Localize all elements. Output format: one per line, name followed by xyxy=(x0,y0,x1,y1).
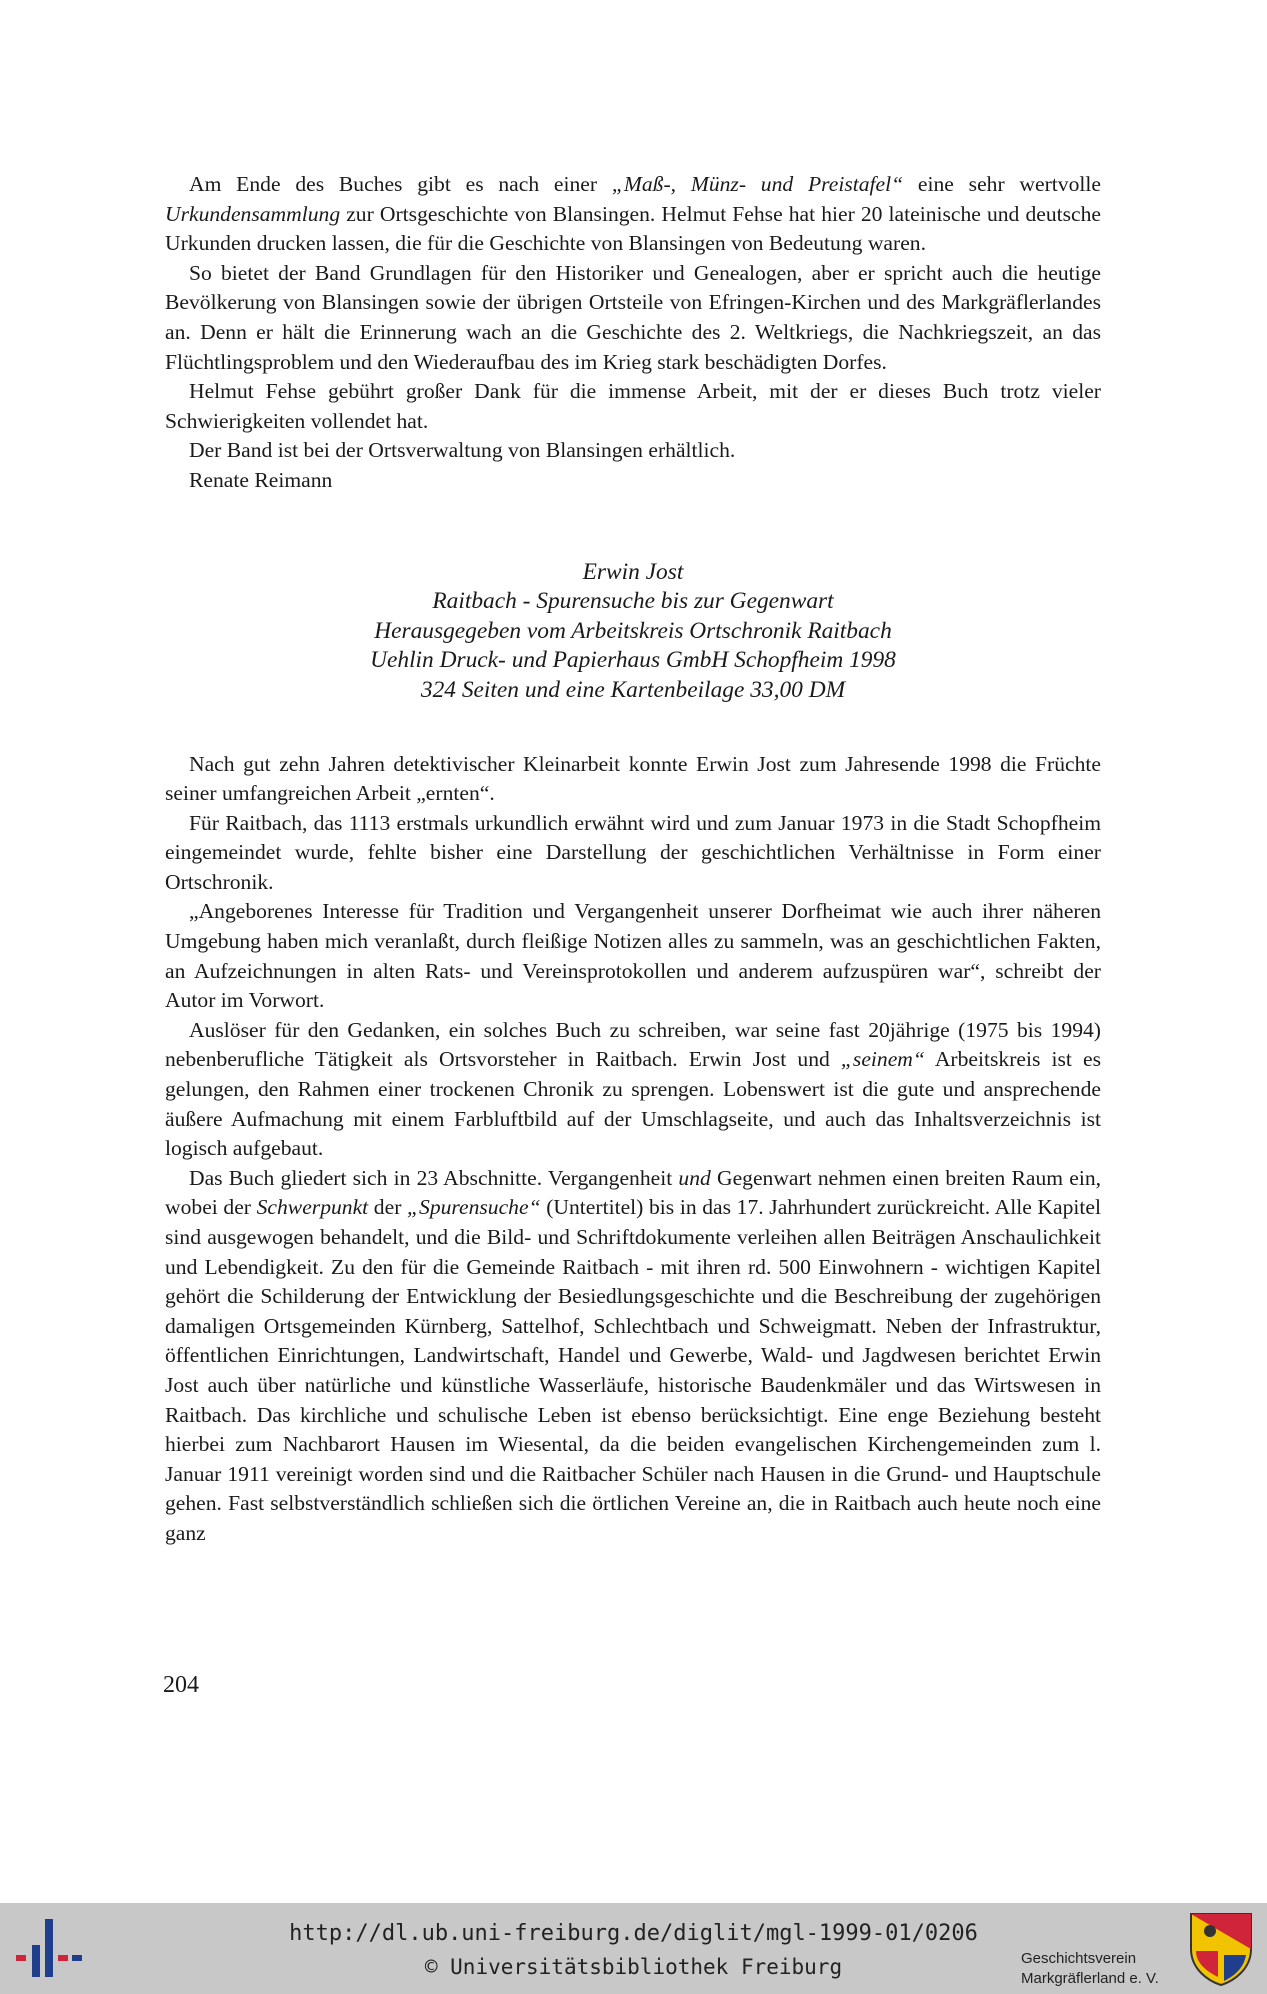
review2-paragraph-5 xyxy=(165,1164,1101,1549)
footer-bar xyxy=(0,1903,1267,1994)
text-run: zur Ortsgeschichte von Blansingen. Helmut Fehse hat hier 20 lateinische und deutsche Urkunden drucken lassen, die für die Geschichte von Blansingen von Bedeutung waren. xyxy=(165,201,1101,256)
society-line-1: Geschichtsverein xyxy=(1021,1950,1137,1967)
italic-run: Schwerpunkt xyxy=(256,1195,369,1220)
italic-run: „seinem“ xyxy=(840,1047,925,1072)
review1-paragraph-4: Der Band ist bei der Ortsverwaltung von Blansingen erhältlich. xyxy=(189,438,736,463)
footer-society-name xyxy=(1021,1949,1159,1989)
text-run: eine sehr wertvolle xyxy=(903,172,1101,196)
text-run: Am Ende des Buches gibt es nach einer xyxy=(189,172,612,196)
italic-run: Urkundensammlung xyxy=(165,201,341,226)
page-body xyxy=(165,170,1101,1549)
review1-paragraph-2: So bietet der Band Grundlagen für den Historiker und Genealogen, aber er spricht auch die heutige Bevölkerung von Blansingen sowie der übrigen Ortsteile von Efringen-Kirchen und des Markgräflerlandes an. Denn er hält die Erinnerung wach an die Geschichte des 2. Weltkriegs, die Nachkriegszeit, an das Flüchtlingsproblem und den Wiederaufbau des im Krieg stark beschädigten Dorfes. xyxy=(165,260,1101,374)
text-run: der xyxy=(368,1195,408,1220)
text-run: Das Buch gliedert sich in 23 Abschnitte. Vergangenheit xyxy=(189,1165,679,1190)
review2-paragraph-3: „Angeborenes Interesse für Tradition und Vergangenheit unserer Dorfheimat wie auch ihrer näheren Umgebung haben mich veranlaßt, durch fleißige Notizen alles zu sammeln, was an geschichtlichen Fakten, an Aufzeichnungen in alten Rats- und Vereinsprotokollen und anderem aufzuspüren war“, schreibt der Autor im Vorwort. xyxy=(165,899,1101,1013)
review2-paragraph-2: Für Raitbach, das 1113 erstmals urkundlich erwähnt wird und zum Januar 1973 in die Stadt Schopfheim eingemeindet wurde, fehlte bisher eine Darstellung der geschichtlichen Verhältnisse in Form einer Ortschronik. xyxy=(165,810,1101,894)
text-run: Gegenwart nehmen einen breiten Raum ein, wobei der xyxy=(165,1165,1102,1220)
book-title: Raitbach - Spurensuche bis zur Gegenwart xyxy=(432,588,834,615)
italic-run: „Maß-, Münz- und Preistafel“ xyxy=(611,172,904,196)
italic-run: „Spurensuche“ xyxy=(407,1195,541,1220)
book-editor: Herausgegeben vom Arbeitskreis Ortschronik Raitbach xyxy=(374,617,892,644)
italic-run: und xyxy=(678,1165,711,1190)
book-header xyxy=(165,558,1101,706)
text-run: (Untertitel) bis in das 17. Jahrhundert zurückreicht. Alle Kapitel sind ausgewogen behandelt, und die Bild- und Schriftdokumente verleihen allen Beiträgen Anschaulichkeit und Lebendigkeit. Zu den für die Gemeinde Raitbach - mit ihren rd. 500 Einwohnern - wichtigen Kapitel gehört die Schilderung der Entwicklung der Besiedlungsgeschichte und die Beschreibung der zugehörigen damaligen Ortsgemeinden Kürnberg, Sattelhof, Schlechtbach und Schweigmatt. Neben der Infrastruktur, öffentlichen Einrichtungen, Landwirtschaft, Handel und Gewerbe, Wald- und Jagdwesen berichtet Erwin Jost auch über natürliche und künstliche Wasserläufe, historische Baudenkmäler und das Wirtswesen in Raitbach. Das kirchliche und schulische Leben ist ebenso berücksichtigt. Eine enge Beziehung besteht hierbei zum Nachbarort Hausen im Wiesental, da die beiden evangelischen Kirchengemeinden zum l. Januar 1911 vereinigt worden sind und die Raitbacher Schüler nach Hausen in die Grund- und Hauptschule gehen. Fast selbstverständlich schließen sich die örtlichen Vereine an, die in Raitbach auch heute noch eine ganz xyxy=(165,1195,1101,1545)
society-line-2: Markgräflerland e. V. xyxy=(1021,1970,1159,1987)
text-run: Auslöser für den Gedanken, ein solches Buch zu schreiben, war seine fast 20jährige (1975 bis 1994) nebenberufliche Tätigkeit als Ortsvorsteher in Raitbach. Erwin Jost und xyxy=(165,1017,1101,1072)
review2-paragraph-1: Nach gut zehn Jahren detektivischer Kleinarbeit konnte Erwin Jost zum Jahresende 1998 die Früchte seiner umfangreichen Arbeit „ernten“. xyxy=(165,751,1101,806)
page-number: 204 xyxy=(163,1672,199,1698)
book-publisher: Uehlin Druck- und Papierhaus GmbH Schopfheim 1998 xyxy=(370,647,896,674)
footer-copyright: © Universitätsbibliothek Freiburg xyxy=(424,1955,843,1979)
review1-paragraph-1 xyxy=(165,170,1101,259)
review1-paragraph-3: Helmut Fehse gebührt großer Dank für die immense Arbeit, mit der er dieses Buch trotz vieler Schwierigkeiten vollendet hat. xyxy=(165,379,1101,433)
footer-url-link[interactable]: http://dl.ub.uni-freiburg.de/diglit/mgl-1999-01/0206 xyxy=(289,1921,978,1946)
coat-of-arms-icon[interactable] xyxy=(1188,1911,1254,1987)
review2-paragraph-4 xyxy=(165,1016,1101,1164)
text-run: Arbeitskreis ist es gelungen, den Rahmen einer trockenen Chronik zu sprengen. Lobenswert ist die gute und ansprechende äußere Aufmachung mit einem Farbluftbild auf der Umschlagseite, und auch das Inhaltsverzeichnis ist logisch aufgebaut. xyxy=(165,1047,1101,1161)
book-details: 324 Seiten und eine Kartenbeilage 33,00 DM xyxy=(420,676,846,703)
review1-signature: Renate Reimann xyxy=(189,467,333,492)
book-author: Erwin Jost xyxy=(582,558,684,585)
